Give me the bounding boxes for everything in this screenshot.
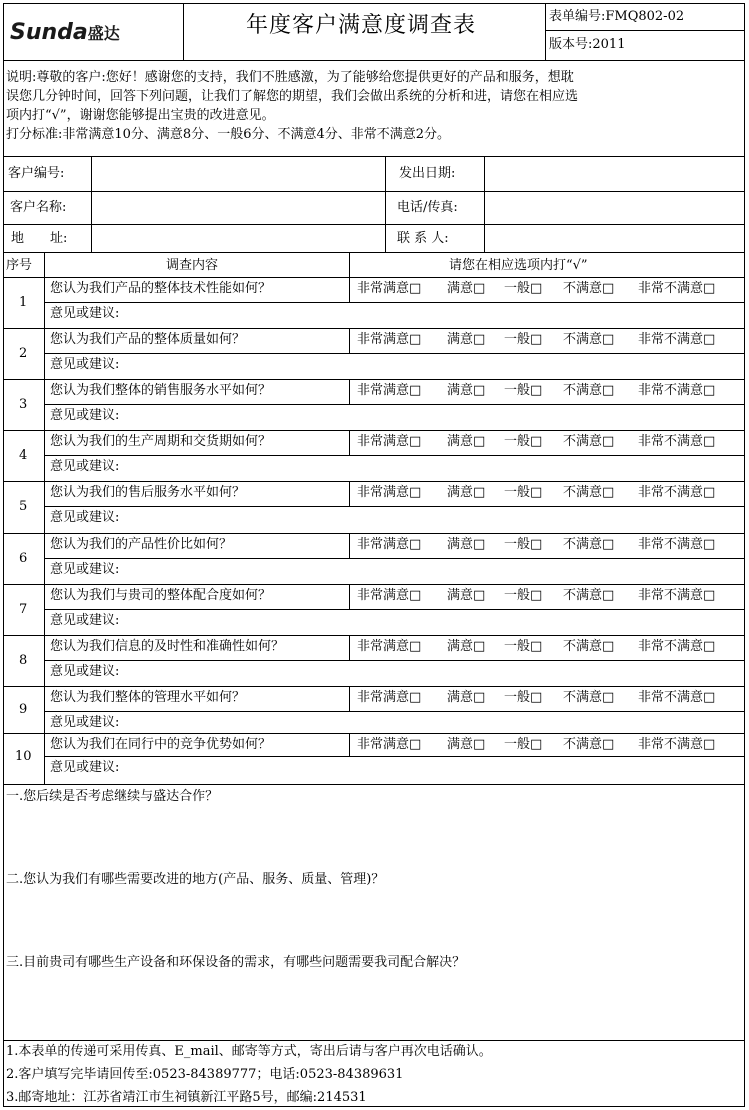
survey-question: 您认为我们的生产周期和交货期如何？ — [50, 434, 272, 449]
survey-question: 您认为我们与贵司的整体配合度如何？ — [50, 588, 272, 603]
suggestion-field[interactable] — [130, 559, 742, 583]
option-satisfied-checkbox[interactable]: 满意□ — [447, 588, 486, 603]
option-dissatisfied-checkbox[interactable]: 不满意□ — [563, 434, 615, 449]
option-very-dissatisfied-checkbox[interactable]: 非常不满意□ — [638, 383, 716, 398]
form-title: 年度客户满意度调查表 — [246, 13, 477, 38]
option-neutral-checkbox[interactable]: 一般□ — [504, 485, 543, 500]
customer-number-field[interactable] — [92, 157, 385, 191]
suggestion-label: 意见或建议: — [50, 357, 120, 372]
option-satisfied-checkbox[interactable]: 满意□ — [447, 281, 486, 296]
option-dissatisfied-checkbox[interactable]: 不满意□ — [563, 737, 615, 752]
option-very-satisfied-checkbox[interactable]: 非常满意□ — [357, 281, 422, 296]
option-very-dissatisfied-checkbox[interactable]: 非常不满意□ — [638, 434, 716, 449]
footer-note-1: 1.本表单的传递可采用传真、E_mail、邮寄等方式，寄出后请与客户再次电话确认。 — [6, 1044, 492, 1059]
contact-field[interactable] — [485, 225, 745, 252]
option-neutral-checkbox[interactable]: 一般□ — [504, 737, 543, 752]
column-header-options: 请您在相应选项内打“√” — [449, 258, 588, 273]
logo-wordmark: Sunda — [10, 20, 88, 45]
option-very-dissatisfied-checkbox[interactable]: 非常不满意□ — [638, 639, 716, 654]
option-satisfied-checkbox[interactable]: 满意□ — [447, 383, 486, 398]
phone-fax-field[interactable] — [485, 192, 745, 224]
intro-line: 说明:尊敬的客户:您好！感谢您的支持，我们不胜感激，为了能够给您提供更好的产品和服务，想耽 — [6, 70, 574, 85]
option-very-satisfied-checkbox[interactable]: 非常满意□ — [357, 383, 422, 398]
option-dissatisfied-checkbox[interactable]: 不满意□ — [563, 690, 615, 705]
answer-area-3[interactable] — [6, 975, 742, 1038]
form-number: 表单编号:FMQ802-02 — [549, 9, 685, 24]
survey-question: 您认为我们的产品性价比如何？ — [50, 537, 233, 552]
option-neutral-checkbox[interactable]: 一般□ — [504, 588, 543, 603]
suggestion-field[interactable] — [130, 405, 742, 429]
suggestion-label: 意见或建议: — [50, 664, 120, 679]
suggestion-label: 意见或建议: — [50, 562, 120, 577]
send-date-field[interactable] — [485, 157, 745, 191]
option-neutral-checkbox[interactable]: 一般□ — [504, 690, 543, 705]
suggestion-label: 意见或建议: — [50, 613, 120, 628]
suggestion-field[interactable] — [130, 354, 742, 378]
option-dissatisfied-checkbox[interactable]: 不满意□ — [563, 639, 615, 654]
option-dissatisfied-checkbox[interactable]: 不满意□ — [563, 588, 615, 603]
intro-text — [6, 68, 742, 144]
row-number: 9 — [19, 702, 28, 717]
open-question-3: 三.目前贵司有哪些生产设备和环保设备的需求，有哪些问题需要我司配合解决？ — [6, 955, 466, 970]
intro-line: 项内打“√”，谢谢您能够提出宝贵的改进意见。 — [6, 108, 275, 123]
suggestion-label: 意见或建议: — [50, 760, 120, 775]
option-satisfied-checkbox[interactable]: 满意□ — [447, 690, 486, 705]
open-question-2: 二.您认为我们有哪些需要改进的地方(产品、服务、质量、管理)？ — [6, 872, 385, 887]
footer-note-2: 2.客户填写完毕请回传至:0523-84389777；电话:0523-84389631 — [6, 1067, 404, 1082]
option-dissatisfied-checkbox[interactable]: 不满意□ — [563, 383, 615, 398]
option-very-satisfied-checkbox[interactable]: 非常满意□ — [357, 639, 422, 654]
logo-chinese: 盛达 — [87, 24, 120, 43]
customer-name-label: 客户名称: — [10, 200, 67, 215]
scoring-standard: 打分标准:非常满意10分、满意8分、一般6分、不满意4分、非常不满意2分。 — [6, 127, 451, 142]
option-neutral-checkbox[interactable]: 一般□ — [504, 332, 543, 347]
option-neutral-checkbox[interactable]: 一般□ — [504, 639, 543, 654]
option-very-satisfied-checkbox[interactable]: 非常满意□ — [357, 485, 422, 500]
option-satisfied-checkbox[interactable]: 满意□ — [447, 737, 486, 752]
survey-question: 您认为我们产品的整体质量如何？ — [50, 332, 246, 347]
suggestion-field[interactable] — [130, 507, 742, 532]
option-satisfied-checkbox[interactable]: 满意□ — [447, 332, 486, 347]
address-field[interactable] — [92, 225, 385, 252]
option-very-dissatisfied-checkbox[interactable]: 非常不满意□ — [638, 690, 716, 705]
send-date-label: 发出日期: — [399, 166, 456, 181]
intro-line: 误您几分钟时间，回答下列问题，让我们了解您的期望，我们会做出系统的分析和进，请您在相应选 — [6, 89, 579, 104]
option-satisfied-checkbox[interactable]: 满意□ — [447, 537, 486, 552]
survey-question: 您认为我们的售后服务水平如何？ — [50, 485, 246, 500]
suggestion-label: 意见或建议: — [50, 510, 120, 525]
option-very-satisfied-checkbox[interactable]: 非常满意□ — [357, 332, 422, 347]
option-very-satisfied-checkbox[interactable]: 非常满意□ — [357, 690, 422, 705]
contact-label: 联 系 人: — [397, 231, 449, 246]
phone-fax-label: 电话/传真: — [397, 200, 458, 215]
row-number: 4 — [19, 448, 28, 463]
option-very-satisfied-checkbox[interactable]: 非常满意□ — [357, 537, 422, 552]
row-number: 2 — [19, 346, 28, 361]
suggestion-label: 意见或建议: — [50, 715, 120, 730]
suggestion-field[interactable] — [130, 712, 742, 732]
row-number: 8 — [19, 653, 28, 668]
row-number: 6 — [19, 551, 28, 566]
suggestion-label: 意见或建议: — [50, 459, 120, 474]
survey-question: 您认为我们产品的整体技术性能如何？ — [50, 281, 272, 296]
option-dissatisfied-checkbox[interactable]: 不满意□ — [563, 537, 615, 552]
suggestion-field[interactable] — [130, 456, 742, 480]
row-number: 3 — [19, 397, 28, 412]
option-very-satisfied-checkbox[interactable]: 非常满意□ — [357, 588, 422, 603]
option-very-dissatisfied-checkbox[interactable]: 非常不满意□ — [638, 588, 716, 603]
option-very-satisfied-checkbox[interactable]: 非常满意□ — [357, 737, 422, 752]
answer-area-1[interactable] — [6, 808, 742, 868]
survey-question: 您认为我们信息的及时性和准确性如何？ — [50, 639, 285, 654]
option-neutral-checkbox[interactable]: 一般□ — [504, 537, 543, 552]
version-number: 版本号:2011 — [549, 37, 626, 52]
option-very-dissatisfied-checkbox[interactable]: 非常不满意□ — [638, 281, 716, 296]
option-satisfied-checkbox[interactable]: 满意□ — [447, 434, 486, 449]
row-number: 10 — [15, 749, 32, 764]
customer-number-label: 客户编号: — [8, 166, 65, 181]
option-neutral-checkbox[interactable]: 一般□ — [504, 281, 543, 296]
footer-note-3: 3.邮寄地址：江苏省靖江市生祠镇新江平路5号，邮编:214531 — [6, 1090, 367, 1105]
open-question-1: 一.您后续是否考虑继续与盛达合作？ — [6, 789, 219, 804]
survey-question: 您认为我们整体的管理水平如何？ — [50, 690, 246, 705]
suggestion-label: 意见或建议: — [50, 408, 120, 423]
option-very-dissatisfied-checkbox[interactable]: 非常不满意□ — [638, 332, 716, 347]
answer-area-2[interactable] — [6, 892, 742, 948]
suggestion-field[interactable] — [130, 661, 742, 685]
option-very-satisfied-checkbox[interactable]: 非常满意□ — [357, 434, 422, 449]
column-header-no: 序号 — [6, 258, 33, 273]
option-neutral-checkbox[interactable]: 一般□ — [504, 434, 543, 449]
row-number: 5 — [19, 499, 28, 514]
option-dissatisfied-checkbox[interactable]: 不满意□ — [563, 332, 615, 347]
address-label: 地 址: — [11, 231, 68, 246]
suggestion-field[interactable] — [130, 610, 742, 634]
suggestion-field[interactable] — [130, 757, 742, 783]
row-number: 1 — [19, 295, 28, 310]
option-very-dissatisfied-checkbox[interactable]: 非常不满意□ — [638, 737, 716, 752]
option-very-dissatisfied-checkbox[interactable]: 非常不满意□ — [638, 485, 716, 500]
suggestion-field[interactable] — [130, 303, 742, 327]
customer-name-field[interactable] — [92, 192, 385, 224]
option-satisfied-checkbox[interactable]: 满意□ — [447, 639, 486, 654]
option-very-dissatisfied-checkbox[interactable]: 非常不满意□ — [638, 537, 716, 552]
option-neutral-checkbox[interactable]: 一般□ — [504, 383, 543, 398]
company-logo — [10, 20, 170, 50]
suggestion-label: 意见或建议: — [50, 306, 120, 321]
row-number: 7 — [19, 602, 28, 617]
column-header-content: 调查内容 — [166, 258, 219, 273]
option-dissatisfied-checkbox[interactable]: 不满意□ — [563, 485, 615, 500]
option-satisfied-checkbox[interactable]: 满意□ — [447, 485, 486, 500]
survey-question: 您认为我们整体的销售服务水平如何？ — [50, 383, 272, 398]
survey-question: 您认为我们在同行中的竞争优势如何？ — [50, 737, 272, 752]
option-dissatisfied-checkbox[interactable]: 不满意□ — [563, 281, 615, 296]
